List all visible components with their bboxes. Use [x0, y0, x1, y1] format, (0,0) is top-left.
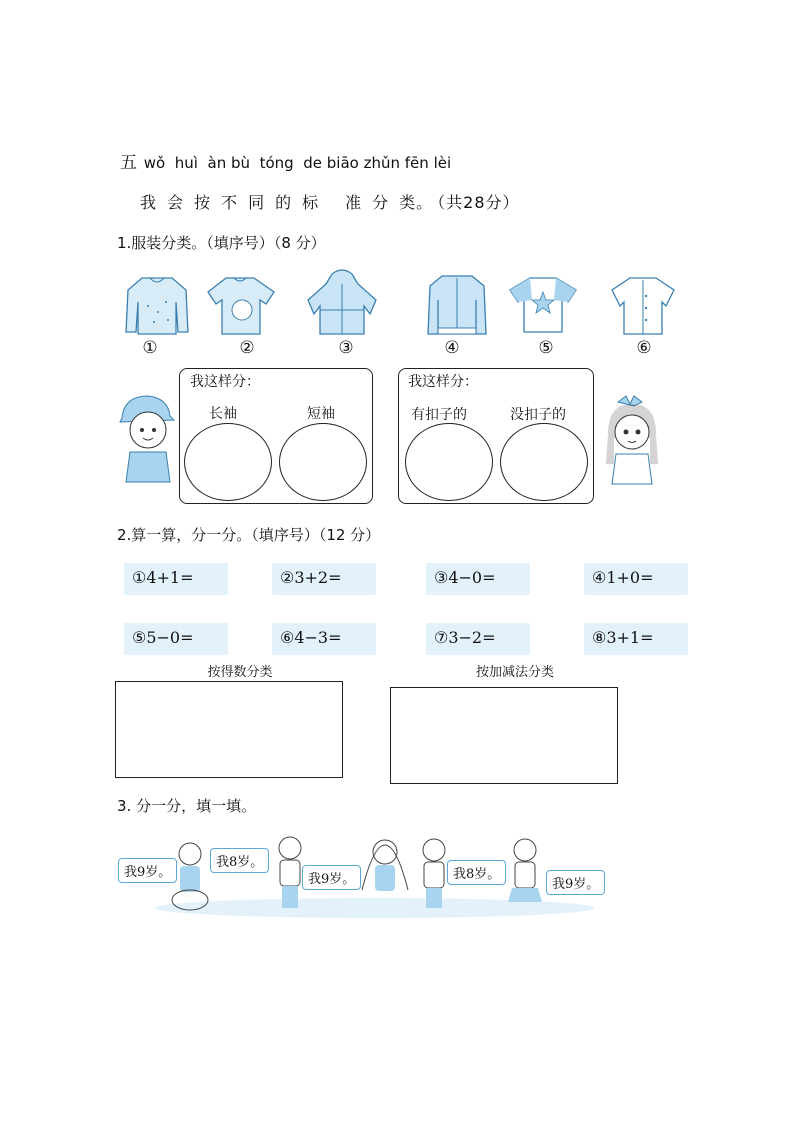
hanzi-char: 按 [194, 193, 212, 212]
equation-text: ②3+2= [280, 568, 342, 587]
equation-text: ⑤5−0= [132, 628, 194, 647]
pinyin-word: tóng [259, 154, 294, 172]
equation-text: ④1+0= [592, 568, 654, 587]
answer-circle-with-buttons[interactable] [405, 423, 493, 501]
answer-circle-long-sleeve[interactable] [184, 423, 272, 501]
equation-card [584, 623, 688, 655]
boy-illustration [116, 392, 180, 484]
pinyin-word: fēn [404, 154, 429, 172]
category-with-buttons: 有扣子的 [411, 407, 467, 423]
hanzi-char: 准 [345, 193, 363, 212]
child-figure [172, 843, 208, 910]
speech-bubble: 我8岁。 [210, 848, 269, 873]
child-figure [423, 839, 445, 908]
pinyin-word: huì [174, 154, 198, 172]
hanzi-char: 标 [302, 193, 320, 212]
bubble-label: 我这样分： [408, 374, 478, 390]
equation-card [272, 623, 376, 655]
question-1-title: 1.服装分类。（填序号）（8 分） [117, 234, 326, 252]
section-heading [140, 190, 530, 213]
pinyin-word: de [303, 154, 322, 172]
equation-card [426, 563, 530, 595]
answer-box-by-result[interactable] [115, 681, 343, 778]
jacket-icon [428, 276, 486, 334]
pinyin-word: àn [207, 154, 227, 172]
children-scene [150, 830, 600, 920]
bubble-label: 我这样分： [190, 374, 260, 390]
equation-text: ⑦3−2= [434, 628, 496, 647]
pinyin-word: zhǔn [363, 154, 400, 172]
box-label-by-operation: 按加减法分类 [475, 665, 554, 680]
equation-text: ⑧3+1= [592, 628, 654, 647]
category-short-sleeve: 短袖 [307, 406, 335, 422]
speech-bubble: 我9岁。 [302, 865, 361, 890]
pinyin-word: biāo [326, 154, 359, 172]
hanzi-char: 会 [167, 193, 185, 212]
category-long-sleeve: 长袖 [209, 406, 237, 422]
clothing-row [120, 268, 690, 340]
answer-box-by-operation[interactable] [390, 687, 618, 784]
pinyin-word: lèi [433, 154, 452, 172]
clothing-number: ⑥ [636, 338, 652, 358]
section-heading-pinyin [120, 148, 451, 173]
category-without-buttons: 没扣子的 [510, 407, 566, 423]
pinyin-word: wǒ [143, 154, 166, 172]
equation-card [124, 623, 228, 655]
equation-text: ③4−0= [434, 568, 496, 587]
clothing-number: ① [142, 338, 158, 358]
sweater-icon [126, 278, 188, 334]
girl-illustration [598, 394, 666, 486]
clothing-number: ⑤ [538, 338, 554, 358]
shirt-icon [612, 278, 674, 334]
tshirt-icon [208, 278, 274, 334]
hanzi-char: 类。 [399, 193, 434, 212]
box-label-by-result: 按得数分类 [207, 665, 273, 680]
clothing-number: ② [239, 338, 255, 358]
star-tshirt-icon [510, 278, 576, 332]
hanzi-char: 我 [140, 193, 158, 212]
speech-bubble: 我9岁。 [546, 870, 605, 895]
equation-text: ⑥4−3= [280, 628, 342, 647]
equation-card [124, 563, 228, 595]
answer-circle-short-sleeve[interactable] [279, 423, 367, 501]
question-2-title: 2.算一算，分一分。（填序号）（12 分） [117, 526, 381, 544]
hanzi-char: 同 [248, 193, 266, 212]
child-figure [279, 837, 301, 908]
clothing-number: ④ [444, 338, 460, 358]
child-figure [508, 839, 542, 902]
hanzi-char: 的 [275, 193, 293, 212]
section-number: 五 [120, 153, 137, 173]
section-score: （共28分） [437, 193, 520, 212]
hanzi-char: 不 [221, 193, 239, 212]
clothing-number: ③ [338, 338, 354, 358]
equation-card [426, 623, 530, 655]
equation-card [272, 563, 376, 595]
answer-circle-without-buttons[interactable] [500, 423, 588, 501]
speech-bubble: 我9岁。 [118, 858, 177, 883]
pinyin-word: bù [231, 154, 251, 172]
child-figure [362, 840, 408, 891]
hanzi-char: 分 [372, 193, 390, 212]
question-3-title: 3. 分一分，填一填。 [117, 797, 257, 815]
hooded-coat-icon [308, 270, 376, 334]
equation-card [584, 563, 688, 595]
speech-bubble: 我8岁。 [447, 860, 506, 885]
equation-text: ①4+1= [132, 568, 194, 587]
